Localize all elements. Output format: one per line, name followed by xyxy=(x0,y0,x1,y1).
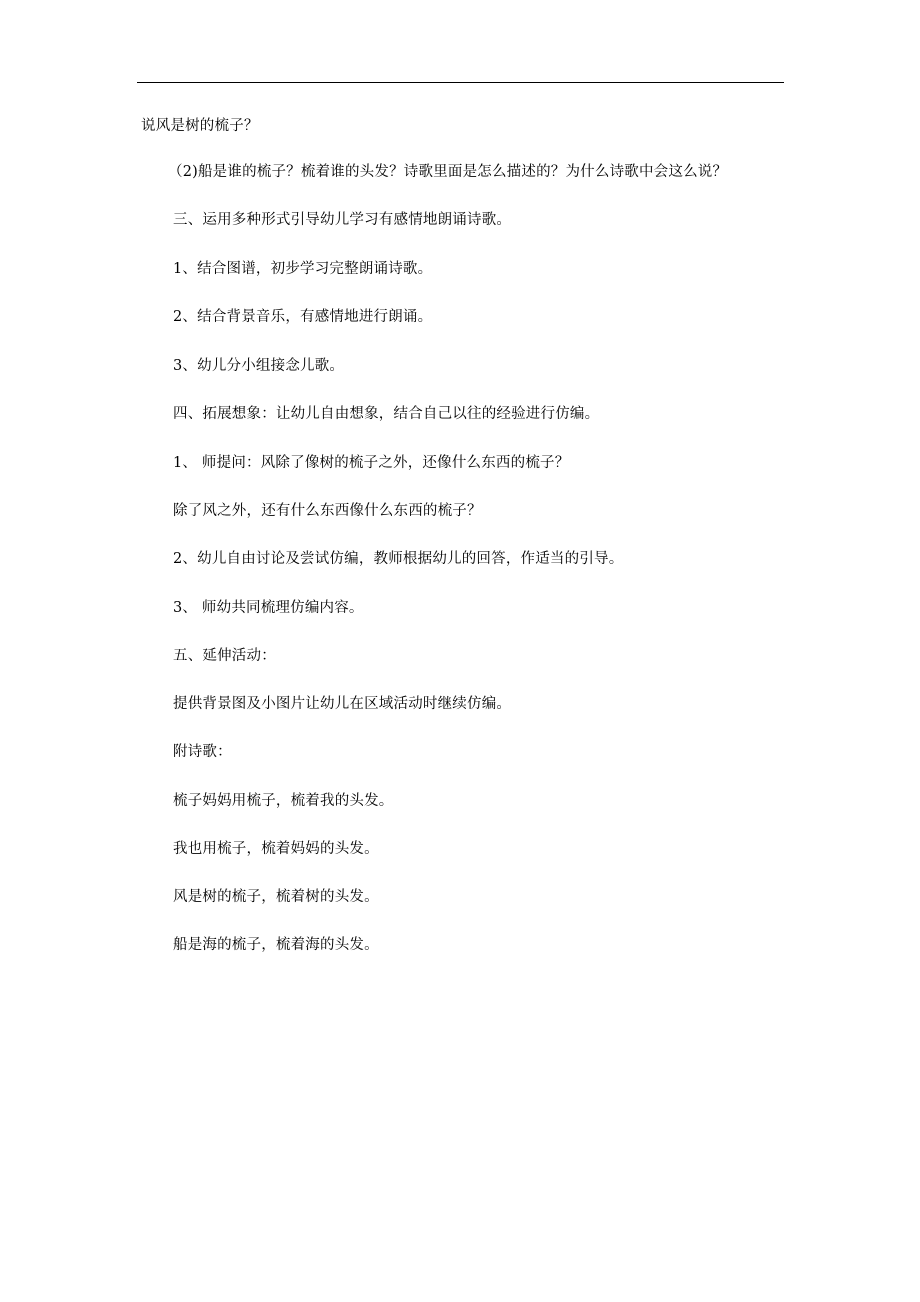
paragraph-line: 提供背景图及小图片让幼儿在区域活动时继续仿编。 xyxy=(173,696,512,712)
poem-line: 船是海的梳子，梳着海的头发。 xyxy=(173,937,379,953)
poem-line: 梳子妈妈用梳子，梳着我的头发。 xyxy=(173,793,394,809)
paragraph-line: 附诗歌： xyxy=(173,744,232,760)
section-heading: 三、运用多种形式引导幼儿学习有感情地朗诵诗歌。 xyxy=(173,212,512,228)
section-heading: 四、拓展想象：让幼儿自由想象，结合自己以往的经验进行仿编。 xyxy=(173,406,600,422)
paragraph-line: 1、 师提问：风除了像树的梳子之外，还像什么东西的梳子？ xyxy=(173,455,570,471)
paragraph-line: 2、幼儿自由讨论及尝试仿编，教师根据幼儿的回答，作适当的引导。 xyxy=(173,551,624,567)
header-rule xyxy=(137,82,784,83)
paragraph-line: 说风是树的梳子？ xyxy=(141,118,259,134)
section-heading: 五、延伸活动： xyxy=(173,648,276,664)
paragraph-line: 3、幼儿分小组接念儿歌。 xyxy=(173,358,345,374)
paragraph-line: （2)船是谁的梳子？梳着谁的头发？诗歌里面是怎么描述的？为什么诗歌中会这么说？ xyxy=(168,164,728,180)
paragraph-line: 除了风之外，还有什么东西像什么东西的梳子？ xyxy=(173,503,482,519)
paragraph-line: 1、结合图谱，初步学习完整朗诵诗歌。 xyxy=(173,261,433,277)
paragraph-line: 3、 师幼共同梳理仿编内容。 xyxy=(173,600,364,616)
paragraph-line: 2、结合背景音乐，有感情地进行朗诵。 xyxy=(173,309,433,325)
poem-line: 风是树的梳子，梳着树的头发。 xyxy=(173,889,379,905)
poem-line: 我也用梳子，梳着妈妈的头发。 xyxy=(173,841,379,857)
